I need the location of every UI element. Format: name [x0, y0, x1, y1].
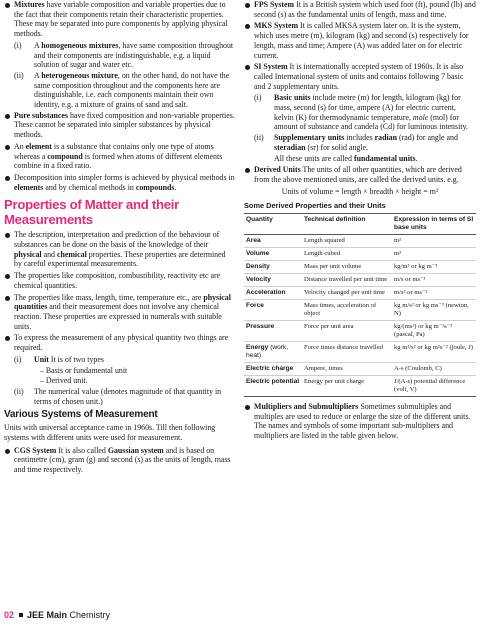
- cell-quantity: Electric potential: [246, 378, 300, 386]
- cell-expression: kg/(ms²) or kg m⁻¹s⁻² (pascal, Pa): [394, 323, 453, 339]
- table-row: [244, 235, 476, 248]
- cell-quantity: Electric charge: [246, 365, 294, 373]
- cell-quantity: Volume: [246, 250, 270, 258]
- table-title: Some Derived Properties and their Units: [244, 201, 386, 211]
- book-title: JEE Main: [27, 610, 68, 620]
- table-row: [244, 321, 476, 342]
- volume-equation: Units of volume = length × breadth × height = m³: [281, 186, 439, 196]
- description-para: The description, interpretation and prediction of the behaviour of substances can be done on the basis of the knowledge of their physical and chemical properties. These properties are determined by careful experimental measurements.: [4, 230, 235, 269]
- table-row: [244, 300, 476, 321]
- numerical-value-item: (ii) The numerical value (denotes magnitude of that quantity in terms of chosen unit.): [14, 386, 222, 406]
- cell-quantity: Energy (work, heat): [246, 344, 289, 360]
- cell-quantity: Area: [246, 237, 261, 245]
- page-number: 02: [4, 610, 15, 620]
- cell-expression: m/s or ms⁻¹: [394, 276, 426, 284]
- table-row: [244, 376, 476, 397]
- cell-quantity: Velocity: [246, 276, 271, 284]
- right-column: [244, 0, 476, 443]
- basic-units-item: (i) Basic units include metre (m) for length, kilogram (kg) for mass, second (s) for time, ampere (A) for electric current, kelvin (K) for thermodynamic temperature, mole (mol) for amount of substance and candela (Cd) for luminous intensity.: [254, 93, 468, 132]
- table-row: [244, 363, 476, 376]
- cell-quantity: Force: [246, 302, 264, 310]
- cell-definition: Length cubed: [304, 250, 341, 258]
- page-footer: [4, 609, 110, 621]
- table-row: [244, 342, 476, 363]
- systems-title: Various Systems of Measurement: [4, 409, 158, 421]
- element-para: An element is a substance that contains only one type of atoms whereas a compound is formed when atoms of different elements combine in a fixed ratio.: [4, 142, 235, 171]
- table-row: [244, 248, 476, 261]
- chemical-properties-para: The properties like composition, combustibility, reactivity etc are chemical quantities.: [4, 271, 235, 290]
- table-row: [244, 274, 476, 287]
- cell-definition: Distance travelled per unit time: [304, 276, 388, 284]
- unit-item: (i) Unit It is of two types: [14, 354, 104, 364]
- multipliers-para: Multipliers and Submultipliers Sometimes submultiples and multiples are used to reduce or enlarge the size of the different units. The names and symbols of some important sub-multipliers and multipliers are listed in the table given below.: [244, 402, 476, 441]
- mks-para: MKS System It is called MKSA system later on. It is the system, which uses metre (m), kilogram (kg) and second (s) respectively for length, mass and time; Ampere (A) was added later on for electric current.: [244, 21, 476, 60]
- derived-units-para: Derived Units The units of all other quantities, which are derived from the above mentioned units, are called the derived units. e.g.: [244, 165, 476, 184]
- cell-expression: A-s (Coulomb, C): [394, 365, 442, 373]
- subject-name: Chemistry: [69, 610, 111, 620]
- heterogeneous-para: (ii) A heterogeneous mixture, on the other hand, do not have the same composition throughout and the components here are distinguishable, i.e. each components maintain their own identity, e.g. a mixture of grains of sand and salt.: [14, 70, 230, 110]
- left-column: [4, 0, 235, 477]
- homogeneous-para: (i) A homogeneous mixtures, have same composition throughout and their components are indistinguishable, e.g. a liquid solution of sugar and water etc.: [14, 40, 234, 70]
- cell-definition: Mass times, acceleration of object: [304, 302, 377, 318]
- header-definition: Technical definition: [304, 216, 366, 224]
- cell-definition: Mass per unit volume: [304, 263, 362, 271]
- supplementary-units-item: (ii) Supplementary units includes radian (rad) for angle and steradian (sr) for solid angle.: [254, 133, 458, 152]
- cell-definition: Length squared: [304, 237, 345, 245]
- header-expression: Expression in terms of SI base units: [394, 216, 474, 232]
- cell-definition: Force per unit area: [304, 323, 354, 331]
- square-bullet-icon: [19, 613, 23, 617]
- cell-expression: kg m/s² or kg ms⁻² (newton, N): [394, 302, 469, 318]
- section-title: Properties of Matter and their Measurements: [4, 197, 179, 228]
- derived-units-table: [244, 213, 476, 397]
- cell-expression: kg m²/s² or kg m²s⁻² (joule, J): [394, 344, 473, 352]
- cell-definition: Velocity changed per unit time: [304, 289, 385, 297]
- table-row: [244, 287, 476, 300]
- physical-properties-para: The properties like mass, length, time, temperature etc., are physical quantities and their measurement does not involve any chemical reaction. These properties are expressed in numerals with suitable units.: [4, 293, 235, 332]
- table-row: [244, 261, 476, 274]
- header-quantity: Quantity: [246, 216, 273, 224]
- cell-expression: J/(A-s) potential difference (volt, V): [394, 378, 466, 394]
- cell-definition: Energy per unit charge: [304, 378, 364, 386]
- cell-expression: m²: [394, 237, 402, 245]
- cell-quantity: Acceleration: [246, 289, 286, 297]
- unit-basis: – Basis or fundamental unit: [40, 365, 128, 375]
- cell-expression: kg/m³ or kg m⁻³: [394, 263, 438, 271]
- decomposition-para: Decomposition into simpler forms is achieved by physical methods in elements and by chemical methods in compounds.: [4, 173, 235, 192]
- table-header-row: [244, 214, 476, 235]
- systems-text: Units with universal acceptance came in 1960s. Till then following systems with different units were used for measurement.: [4, 423, 216, 443]
- term: Mixtures: [14, 0, 45, 9]
- cgs-para: CGS System It is also called Gaussian system and is based on centimetre (cm), gram (g) and second (s) as the units of length, mass and time respectively.: [4, 446, 235, 475]
- cell-quantity: Pressure: [246, 323, 275, 331]
- cell-quantity: Density: [246, 263, 270, 271]
- pure-substances-para: Pure substances have fixed composition and non-variable properties. These cannot be separated into simpler substances by physical methods.: [4, 111, 235, 140]
- unit-derived: – Derived unit.: [40, 376, 88, 386]
- fundamental-units-line: All these units are called fundamental units.: [274, 153, 418, 163]
- mixtures-para: Mixtures have variable composition and variable properties due to the fact that their components retain their characteristic properties. These may be separated into pure components by applying physical methods.: [4, 0, 235, 39]
- express-para: To express the measurement of any physical quantity two things are required.: [4, 333, 235, 352]
- cell-definition: Ampere, times: [304, 365, 343, 373]
- cell-expression: m/s² or ms⁻²: [394, 289, 428, 297]
- si-para: SI System It is internationally accepted system of 1960s. It is also called International system of units and contains following 7 basic and 2 supplementary units.: [244, 62, 476, 91]
- cell-expression: m³: [394, 250, 402, 258]
- cell-definition: Force times distance travelled: [304, 344, 383, 352]
- fps-para: FPS System It is a British system which used foot (ft), pound (lb) and second (s) as the fundamental units of length, mass and time.: [244, 0, 476, 19]
